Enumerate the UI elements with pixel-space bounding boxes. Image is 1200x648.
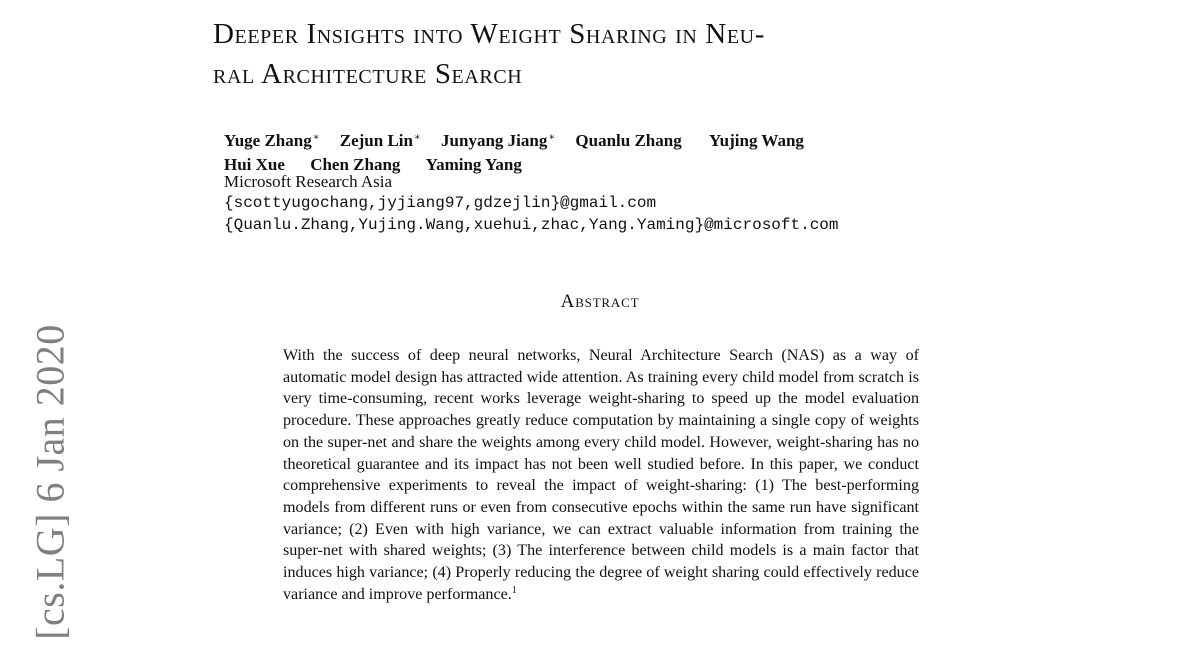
- author-email-microsoft: {Quanlu.Zhang,Yujing.Wang,xuehui,zhac,Yang.Yaming}@microsoft.com: [224, 216, 839, 234]
- author: Yujing Wang: [708, 131, 804, 150]
- title-line-2: ral Architecture Search: [213, 58, 523, 90]
- author: Yuge Zhang∗: [224, 131, 320, 150]
- author: Zejun Lin∗: [339, 131, 421, 150]
- abstract-body: With the success of deep neural networks, Neural Architecture Search (NAS) as a way of automatic model design has attracted wide attention. As training every child model from scratch is very time-consuming, recent works leverage weight-sharing to speed up the model evaluation procedure. These approaches greatly reduce computation by maintaining a single copy of weights on the super-net and share the weights among every child model. However, weight-sharing has no theoretical guarantee and its impact has not been well studied before. In this paper, we conduct comprehensive experiments to reveal the impact of weight-sharing: (1) The best-performing models from different runs or even from consecutive epochs within the same run have significant variance; (2) Even with high variance, we can extract valuable information from training the super-net with shared weights; (3) The interference between child models is a main factor that induces high variance; (4) Properly reducing the degree of weight sharing could effectively reduce variance and improve performance.: [283, 347, 919, 603]
- author-list: [224, 127, 821, 175]
- abstract-text: [283, 345, 919, 605]
- author: Hui Xue: [224, 155, 285, 174]
- paper-title: [213, 14, 1033, 94]
- author: Yaming Yang: [425, 155, 522, 174]
- abstract-heading: Abstract: [560, 291, 640, 312]
- equal-contribution-mark: ∗: [548, 132, 556, 143]
- title-line-1: Deeper Insights into Weight Sharing in Neu-: [213, 18, 765, 50]
- author: Quanlu Zhang: [575, 131, 682, 150]
- equal-contribution-mark: ∗: [312, 132, 320, 143]
- author: Chen Zhang: [310, 155, 401, 174]
- author-email-gmail: {scottyugochang,jyjiang97,gdzejlin}@gmail.com: [224, 194, 657, 212]
- affiliation: Microsoft Research Asia: [224, 172, 393, 191]
- author: Junyang Jiang∗: [441, 131, 556, 150]
- arxiv-side-label: [cs.LG] 6 Jan 2020: [27, 324, 73, 640]
- equal-contribution-mark: ∗: [414, 132, 421, 143]
- author-line-1: [224, 127, 821, 151]
- footnote-mark: 1: [511, 584, 517, 596]
